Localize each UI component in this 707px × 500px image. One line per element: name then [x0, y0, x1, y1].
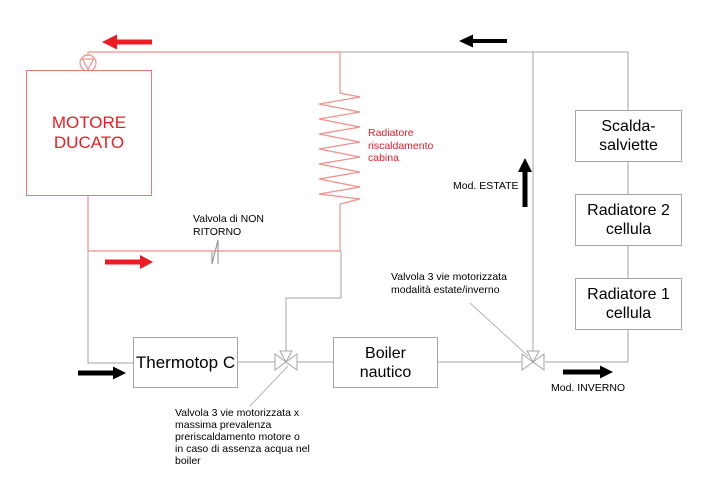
valvola-prevalenza-label: Valvola 3 vie motorizzata x massima prevalenza preriscaldamento motore o in caso di assenza acqua nel boiler: [175, 407, 310, 467]
check-valve-icon: [212, 240, 218, 264]
leader-valvola-estate-inverno: [470, 303, 528, 356]
three-way-valve-icon: [275, 351, 297, 370]
flow-arrow-top-left: [102, 35, 152, 50]
pump-icon: [80, 55, 96, 71]
flow-arrow-bottom-left: [78, 367, 126, 380]
radiatore2-box: [575, 194, 682, 246]
motore-ducato-label-line2: DUCATO: [53, 133, 125, 152]
boiler-label-line2: nautico: [359, 363, 412, 381]
motore-ducato-label-line1: MOTORE: [51, 113, 127, 132]
pipe-valve1-feed: [286, 251, 341, 351]
boiler-label-line1: Boiler: [365, 344, 406, 362]
mod-inverno-label: Mod. INVERNO: [551, 382, 626, 394]
radiatore1-box: [575, 278, 682, 330]
scaldasalviette-label-line2: salviette: [599, 137, 658, 154]
non-ritorno-label: Valvola di NON RITORNO: [193, 213, 264, 238]
flow-arrow-top-right: [459, 35, 507, 48]
flow-arrow-mod-inverno: [563, 366, 613, 379]
pipe-top-red: [88, 52, 340, 55]
valvola-estate-inverno-label: Valvola 3 vie motorizzata modalità estate/inverno: [391, 271, 507, 296]
motore-ducato-box: [26, 70, 152, 196]
radiatore2-label-line1: Radiatore 2: [587, 202, 670, 219]
radiatore1-label-line2: cellula: [605, 305, 652, 322]
scaldasalviette-label-line1: Scalda-: [601, 118, 656, 135]
pipe-left-vertical-gray: [88, 251, 133, 363]
thermotop-label: Thermotop C: [135, 353, 236, 372]
boiler-box: [333, 337, 438, 388]
radiator-coil-symbol: [319, 93, 360, 204]
leader-valvola-prevalenza: [250, 366, 288, 406]
radiatore2-label-line2: cellula: [605, 221, 652, 238]
radiatore-cabina-label: Radiatore riscaldamento cabina: [368, 127, 434, 164]
flow-arrow-mod-estate: [518, 158, 532, 207]
thermotop-box: [133, 337, 238, 388]
radiatore1-label-line1: Radiatore 1: [587, 286, 670, 303]
flow-arrow-mid-left: [105, 255, 153, 269]
mod-estate-label: Mod. ESTATE: [453, 180, 519, 192]
scaldasalviette-box: [575, 110, 682, 162]
